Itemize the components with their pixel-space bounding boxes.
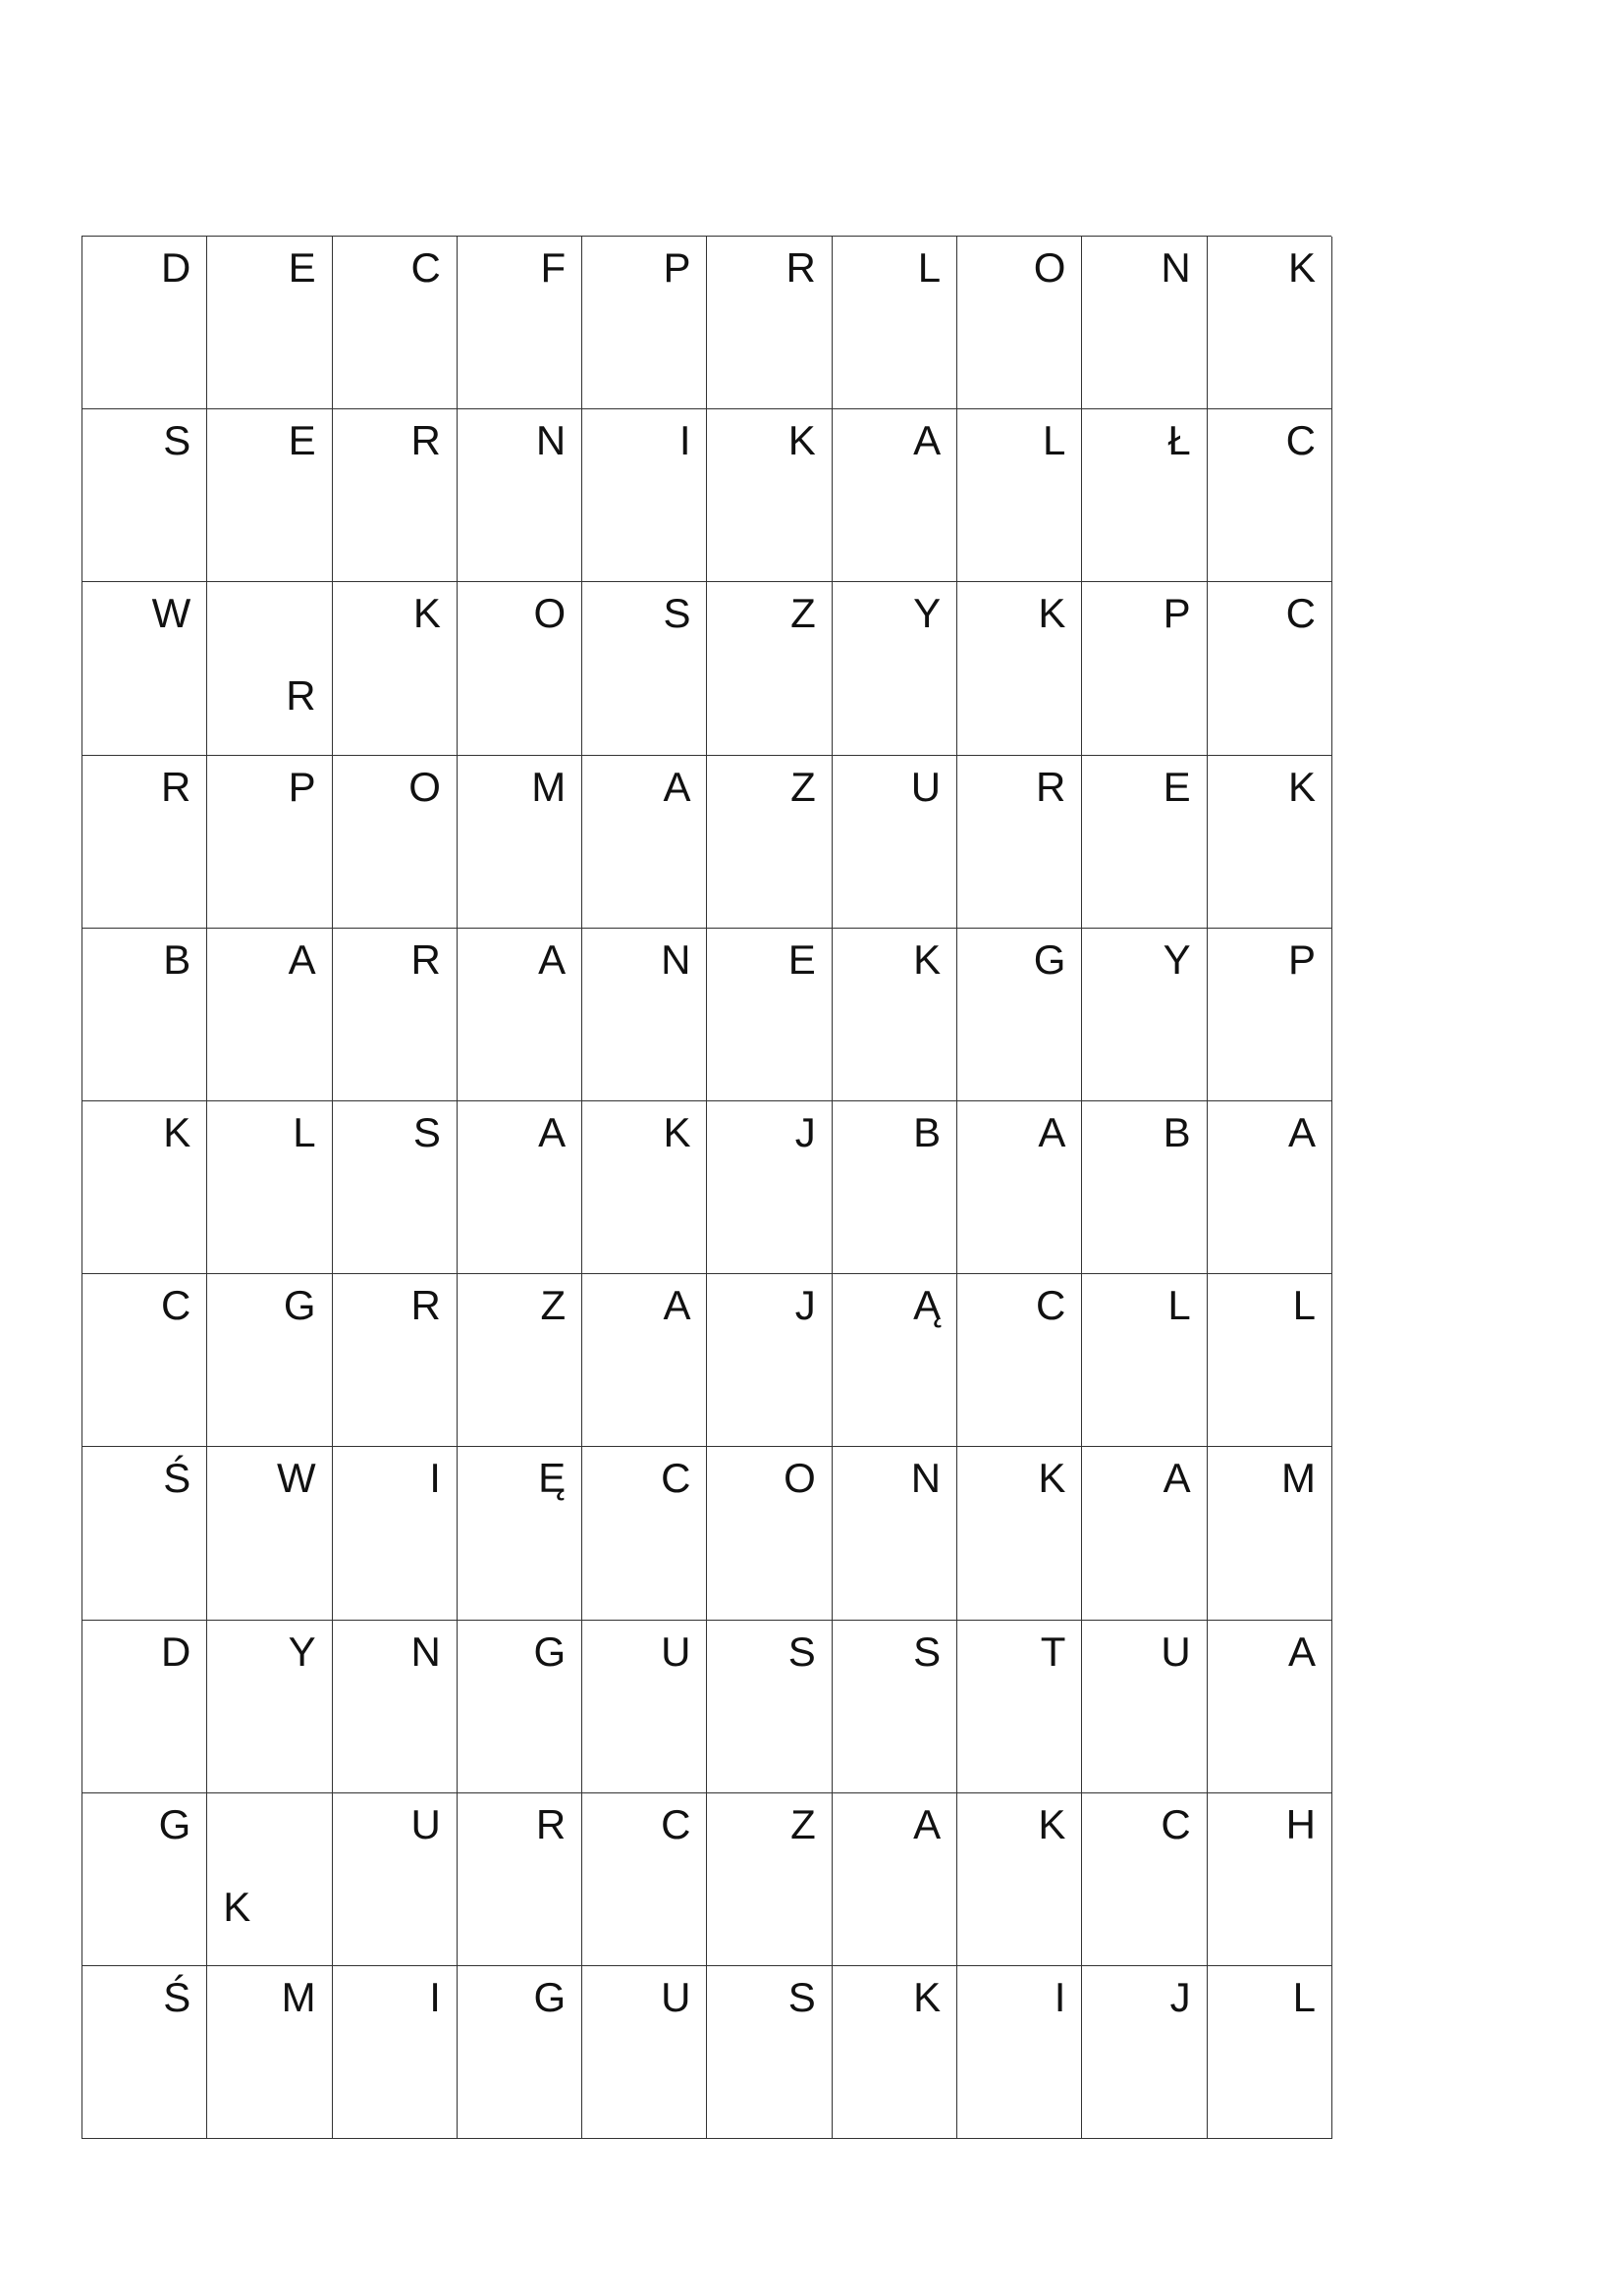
grid-cell <box>957 756 1082 929</box>
grid-cell <box>1082 929 1207 1101</box>
grid-cell <box>582 1621 707 1793</box>
grid-letter: K <box>787 417 816 464</box>
grid-cell <box>1208 1966 1332 2139</box>
grid-letter: S <box>787 1973 816 2020</box>
grid-cell <box>82 1621 207 1793</box>
grid-letter: L <box>1292 1282 1316 1329</box>
grid-cell <box>582 1447 707 1620</box>
grid-cell <box>833 1101 957 1274</box>
grid-cell <box>458 582 582 755</box>
grid-cell <box>957 1447 1082 1620</box>
grid-cell <box>707 1101 832 1274</box>
grid-letter: B <box>163 935 191 983</box>
grid-cell <box>333 1274 458 1447</box>
grid-cell <box>1082 1274 1207 1447</box>
grid-letter: K <box>663 1108 691 1155</box>
grid-cell <box>458 1793 582 1966</box>
grid-letter: P <box>1163 590 1191 637</box>
grid-letter: D <box>160 1628 191 1675</box>
grid-letter: R <box>1036 763 1066 810</box>
grid-letter: W <box>276 1455 316 1502</box>
grid-letter: G <box>533 1973 567 2020</box>
grid-cell <box>333 1447 458 1620</box>
grid-cell <box>1082 1793 1207 1966</box>
grid-letter: U <box>1161 1628 1191 1675</box>
grid-cell <box>333 929 458 1101</box>
word-search-grid <box>81 236 1331 2139</box>
grid-cell <box>833 237 957 409</box>
grid-letter: N <box>410 1628 441 1675</box>
grid-cell <box>833 1793 957 1966</box>
grid-letter: C <box>1161 1800 1191 1847</box>
grid-letter: I <box>678 417 691 464</box>
grid-cell <box>707 1966 832 2139</box>
grid-cell <box>458 237 582 409</box>
grid-letter: U <box>410 1800 441 1847</box>
grid-letter: A <box>913 1800 942 1847</box>
grid-letter: N <box>661 935 691 983</box>
grid-letter: Y <box>1163 935 1191 983</box>
grid-cell <box>1082 582 1207 755</box>
grid-cell <box>207 237 332 409</box>
grid-cell <box>957 409 1082 582</box>
grid-letter: Ś <box>163 1973 191 2020</box>
grid-letter: A <box>1163 1455 1191 1502</box>
grid-letter: N <box>1161 244 1191 291</box>
grid-letter: R <box>286 672 316 720</box>
grid-letter: U <box>661 1973 691 2020</box>
grid-cell <box>833 582 957 755</box>
grid-letter: R <box>410 935 441 983</box>
grid-letter: G <box>533 1628 567 1675</box>
grid-letter: E <box>1163 763 1191 810</box>
grid-letter: L <box>917 244 942 291</box>
grid-letter: S <box>663 590 691 637</box>
grid-cell <box>707 409 832 582</box>
grid-letter: Z <box>790 1800 816 1847</box>
grid-letter: E <box>288 417 316 464</box>
grid-letter: K <box>1038 590 1066 637</box>
grid-cell <box>833 1274 957 1447</box>
grid-cell <box>333 582 458 755</box>
grid-letter: Y <box>913 590 942 637</box>
grid-cell <box>707 582 832 755</box>
grid-letter: R <box>410 1282 441 1329</box>
grid-letter: J <box>794 1108 816 1155</box>
grid-cell <box>707 1621 832 1793</box>
grid-letter: O <box>784 1455 816 1502</box>
grid-cell <box>82 756 207 929</box>
grid-cell <box>833 1621 957 1793</box>
grid-letter: F <box>540 244 567 291</box>
grid-letter: D <box>160 244 191 291</box>
grid-cell <box>707 1447 832 1620</box>
grid-letter: O <box>533 590 567 637</box>
grid-letter: J <box>794 1282 816 1329</box>
grid-letter: C <box>661 1455 691 1502</box>
grid-cell <box>82 929 207 1101</box>
grid-cell <box>458 929 582 1101</box>
grid-letter: A <box>538 935 567 983</box>
grid-letter: K <box>1287 763 1316 810</box>
grid-letter: B <box>1163 1108 1191 1155</box>
grid-cell <box>333 1966 458 2139</box>
grid-cell <box>1082 409 1207 582</box>
grid-cell <box>207 582 332 755</box>
grid-letter: M <box>1280 1455 1316 1502</box>
grid-cell <box>82 1966 207 2139</box>
grid-cell <box>582 237 707 409</box>
grid-letter: K <box>1038 1455 1066 1502</box>
grid-letter: G <box>283 1282 316 1329</box>
grid-cell <box>458 1101 582 1274</box>
grid-letter: A <box>538 1108 567 1155</box>
grid-letter: K <box>1038 1800 1066 1847</box>
grid-cell <box>1082 237 1207 409</box>
grid-letter: B <box>913 1108 942 1155</box>
grid-cell <box>833 1447 957 1620</box>
grid-letter: C <box>661 1800 691 1847</box>
grid-letter: A <box>1038 1108 1066 1155</box>
grid-cell <box>1082 1621 1207 1793</box>
grid-cell <box>458 1447 582 1620</box>
grid-cell <box>207 1621 332 1793</box>
grid-cell <box>1082 756 1207 929</box>
grid-letter: P <box>663 244 691 291</box>
grid-letter: Z <box>790 763 816 810</box>
grid-letter: A <box>913 417 942 464</box>
grid-letter: S <box>787 1628 816 1675</box>
grid-letter: K <box>913 1973 942 2020</box>
grid-letter: Z <box>790 590 816 637</box>
grid-cell <box>707 929 832 1101</box>
grid-letter: R <box>785 244 816 291</box>
grid-cell <box>957 1793 1082 1966</box>
grid-letter: R <box>535 1800 567 1847</box>
grid-cell <box>1208 756 1332 929</box>
grid-letter: P <box>288 763 316 810</box>
grid-letter: Z <box>540 1282 567 1329</box>
grid-letter: N <box>910 1455 942 1502</box>
grid-cell <box>833 929 957 1101</box>
grid-cell <box>333 1621 458 1793</box>
grid-letter: N <box>535 417 567 464</box>
grid-cell <box>582 409 707 582</box>
grid-cell <box>833 756 957 929</box>
grid-letter: G <box>158 1800 191 1847</box>
grid-letter: H <box>1285 1800 1316 1847</box>
grid-cell <box>458 1274 582 1447</box>
grid-letter: W <box>151 590 191 637</box>
grid-letter: L <box>293 1108 316 1155</box>
grid-cell <box>582 582 707 755</box>
grid-cell <box>207 1793 332 1966</box>
grid-cell <box>582 1101 707 1274</box>
grid-cell <box>957 582 1082 755</box>
grid-letter: K <box>913 935 942 983</box>
grid-letter: A <box>663 1282 691 1329</box>
grid-cell <box>582 1274 707 1447</box>
grid-cell <box>458 1621 582 1793</box>
grid-cell <box>458 756 582 929</box>
grid-cell <box>82 409 207 582</box>
grid-cell <box>333 756 458 929</box>
grid-letter: C <box>410 244 441 291</box>
grid-cell <box>582 1966 707 2139</box>
grid-letter: J <box>1169 1973 1191 2020</box>
grid-cell <box>1208 1274 1332 1447</box>
grid-letter: I <box>1054 1973 1066 2020</box>
grid-letter: L <box>1292 1973 1316 2020</box>
grid-letter: S <box>163 417 191 464</box>
grid-cell <box>82 237 207 409</box>
grid-letter: I <box>429 1455 441 1502</box>
grid-cell <box>957 1101 1082 1274</box>
grid-cell <box>82 582 207 755</box>
grid-cell <box>1208 1621 1332 1793</box>
grid-cell <box>458 409 582 582</box>
grid-letter: E <box>288 244 316 291</box>
grid-cell <box>1208 1101 1332 1274</box>
grid-letter: R <box>160 763 191 810</box>
grid-letter: A <box>288 935 316 983</box>
grid-cell <box>582 756 707 929</box>
grid-letter: P <box>1287 935 1316 983</box>
grid-cell <box>82 1447 207 1620</box>
grid-letter: U <box>661 1628 691 1675</box>
grid-letter: M <box>281 1973 316 2020</box>
grid-cell <box>333 1101 458 1274</box>
grid-cell <box>82 1793 207 1966</box>
grid-letter: E <box>787 935 816 983</box>
grid-letter: G <box>1033 935 1066 983</box>
grid-cell <box>207 1101 332 1274</box>
grid-letter: Y <box>288 1628 316 1675</box>
grid-cell <box>207 756 332 929</box>
grid-cell <box>333 409 458 582</box>
grid-cell <box>582 1793 707 1966</box>
grid-letter: A <box>1287 1108 1316 1155</box>
grid-letter: K <box>412 590 441 637</box>
grid-cell <box>207 1274 332 1447</box>
grid-letter: K <box>1287 244 1316 291</box>
grid-cell <box>957 1966 1082 2139</box>
grid-letter: Ę <box>538 1455 567 1502</box>
grid-cell <box>207 1447 332 1620</box>
grid-letter: C <box>1285 590 1316 637</box>
grid-cell <box>1208 582 1332 755</box>
grid-cell <box>582 929 707 1101</box>
grid-letter: M <box>531 763 567 810</box>
grid-letter: C <box>1036 1282 1066 1329</box>
grid-letter: L <box>1043 417 1066 464</box>
grid-letter: U <box>910 763 942 810</box>
grid-cell <box>1208 1447 1332 1620</box>
grid-cell <box>1082 1966 1207 2139</box>
grid-letter: Ł <box>1167 417 1191 464</box>
grid-letter: R <box>410 417 441 464</box>
grid-cell <box>1082 1101 1207 1274</box>
grid-cell <box>1208 237 1332 409</box>
grid-cell <box>707 1793 832 1966</box>
grid-letter: S <box>412 1108 441 1155</box>
grid-letter: K <box>223 1883 251 1930</box>
grid-letter: O <box>1033 244 1066 291</box>
grid-letter: A <box>1287 1628 1316 1675</box>
grid-cell <box>333 1793 458 1966</box>
grid-cell <box>1208 409 1332 582</box>
grid-cell <box>707 756 832 929</box>
grid-cell <box>833 409 957 582</box>
grid-cell <box>333 237 458 409</box>
grid-letter: I <box>429 1973 441 2020</box>
grid-letter: S <box>913 1628 942 1675</box>
grid-cell <box>957 1274 1082 1447</box>
grid-letter: Ą <box>913 1282 942 1329</box>
grid-cell <box>82 1274 207 1447</box>
grid-cell <box>207 409 332 582</box>
grid-letter: L <box>1167 1282 1191 1329</box>
grid-cell <box>82 1101 207 1274</box>
grid-cell <box>957 929 1082 1101</box>
grid-letter: K <box>163 1108 191 1155</box>
grid-cell <box>207 1966 332 2139</box>
grid-letter: C <box>160 1282 191 1329</box>
grid-letter: T <box>1040 1628 1066 1675</box>
grid-cell <box>957 237 1082 409</box>
grid-cell <box>833 1966 957 2139</box>
grid-cell <box>707 237 832 409</box>
grid-cell <box>957 1621 1082 1793</box>
grid-cell <box>1208 1793 1332 1966</box>
grid-letter: C <box>1285 417 1316 464</box>
grid-cell <box>458 1966 582 2139</box>
grid-letter: Ś <box>163 1455 191 1502</box>
grid-cell <box>1082 1447 1207 1620</box>
grid-letter: O <box>408 763 441 810</box>
grid-letter: A <box>663 763 691 810</box>
grid-cell <box>1208 929 1332 1101</box>
grid-cell <box>707 1274 832 1447</box>
grid-cell <box>207 929 332 1101</box>
